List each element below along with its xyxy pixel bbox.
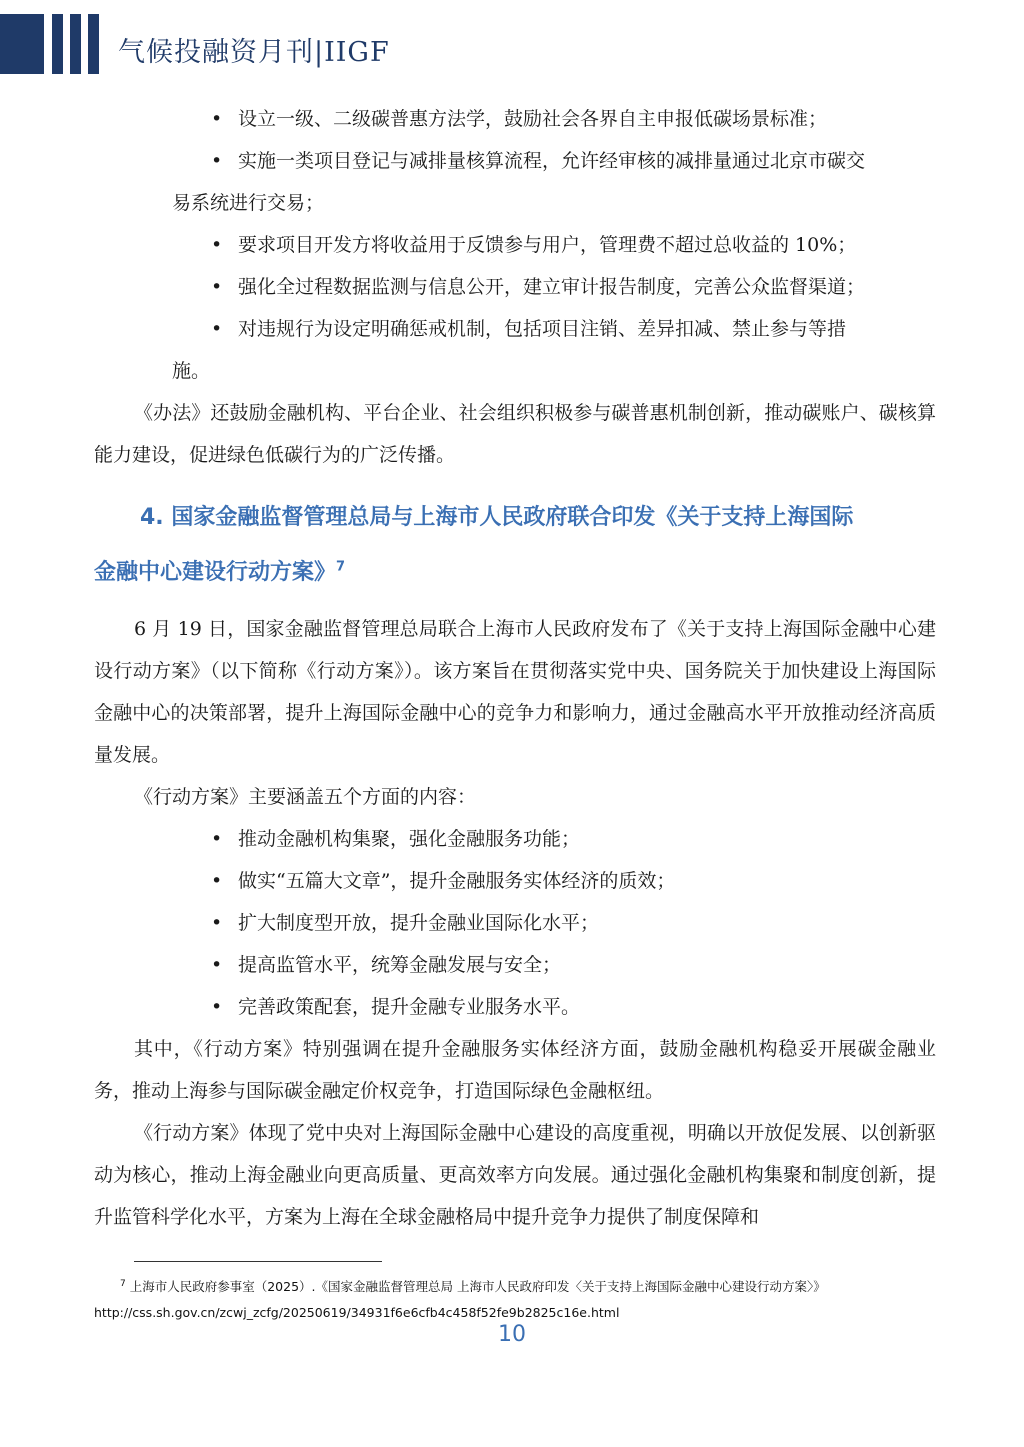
footnote-text: 上海市人民政府参事室（2025）.《国家金融监督管理总局 上海市人民政府印发〈关于支持上海国际金融中心建设行动方案〉》 — [129, 1279, 826, 1295]
body-paragraph: 6 月 19 日，国家金融监督管理总局联合上海市人民政府发布了《关于支持上海国际金融中心建设行动方案》（以下简称《行动方案》）。该方案旨在贯彻落实党中央、国务院关于加快建设上海国际金融中心的决策部署，提升上海国际金融中心的竞争力和影响力，通过金融高水平开放推动经济高质量发展。 — [94, 618, 936, 766]
bullet-icon: • — [211, 108, 223, 130]
footnote-line — [94, 1271, 936, 1300]
list-item-text: 对违规行为设定明确惩戒机制，包括项目注销、差异扣减、禁止参与等措 — [238, 318, 847, 340]
section-heading — [94, 490, 936, 600]
body-paragraph: 《行动方案》主要涵盖五个方面的内容： — [134, 786, 477, 808]
header-title: 气候投融资月刊|IIGF — [118, 37, 390, 68]
section-heading-text: 金融中心建设行动方案》 — [94, 560, 337, 585]
bullet-icon: • — [211, 318, 223, 340]
list-item — [94, 944, 936, 986]
footnote — [94, 1271, 936, 1326]
header-bar — [52, 14, 63, 74]
list-item-text: 实施一类项目登记与减排量核算流程，允许经审核的减排量通过北京市碳交 — [238, 150, 866, 172]
bullet-icon: • — [211, 954, 223, 976]
list-item-text: 推动金融机构集聚，强化金融服务功能； — [238, 828, 581, 850]
list-item-text: 扩大制度型开放，提升金融业国际化水平； — [238, 912, 600, 934]
list-item-text-continued: 易系统进行交易； — [172, 192, 325, 214]
footnote-ref[interactable]: 7 — [336, 559, 346, 575]
page-number: 10 — [498, 1322, 526, 1347]
list-item — [94, 224, 936, 266]
bullet-icon: • — [211, 870, 223, 892]
list-item-text: 做实“五篇大文章”，提升金融服务实体经济的质效； — [238, 870, 676, 892]
bullet-icon: • — [211, 828, 223, 850]
bullet-icon: • — [211, 150, 223, 172]
header-bar — [88, 14, 99, 74]
list-item — [94, 986, 936, 1028]
list-item — [94, 860, 936, 902]
list-item-text: 要求项目开发方将收益用于反馈参与用户，管理费不超过总收益的 10%； — [238, 234, 857, 256]
footnote-divider — [134, 1261, 382, 1262]
body-paragraph: 其中，《行动方案》特别强调在提升金融服务实体经济方面，鼓励金融机构稳妥开展碳金融业务，推动上海参与国际碳金融定价权竞争，打造国际绿色金融枢纽。 — [94, 1038, 936, 1102]
footnote-url[interactable]: http://css.sh.gov.cn/zcwj_zcfg/20250619/34931f6e6cfb4c458f52fe9b2825c16e.html — [94, 1305, 620, 1321]
list-item — [94, 98, 936, 140]
bullet-icon: • — [211, 996, 223, 1018]
footnote-number: 7 — [120, 1279, 126, 1289]
list-item-text: 完善政策配套，提升金融专业服务水平。 — [238, 996, 581, 1018]
body-paragraph: 《行动方案》体现了党中央对上海国际金融中心建设的高度重视，明确以开放促发展、以创新驱动为核心，推动上海金融业向更高质量、更高效率方向发展。通过强化金融机构集聚和制度创新，提升监管科学化水平，方案为上海在全球金融格局中提升竞争力提供了制度保障和 — [94, 1122, 936, 1228]
list-item — [94, 902, 936, 944]
body-paragraph: 《办法》还鼓励金融机构、平台企业、社会组织积极参与碳普惠机制创新，推动碳账户、碳核算能力建设，促进绿色低碳行为的广泛传播。 — [94, 402, 936, 466]
section-heading-line — [94, 545, 936, 600]
header-logo-bars — [0, 14, 100, 74]
bullet-icon: • — [211, 234, 223, 256]
list-item-text: 提高监管水平，统筹金融发展与安全； — [238, 954, 562, 976]
list-item — [94, 308, 936, 392]
section-heading-line: 4. 国家金融监督管理总局与上海市人民政府联合印发《关于支持上海国际 — [140, 505, 854, 530]
bullet-icon: • — [211, 912, 223, 934]
header-bar — [70, 14, 81, 74]
bullet-icon: • — [211, 276, 223, 298]
list-item-text: 强化全过程数据监测与信息公开，建立审计报告制度，完善公众监督渠道； — [238, 276, 866, 298]
list-item — [94, 266, 936, 308]
list-item — [94, 140, 936, 224]
list-item-text-continued: 施。 — [172, 360, 211, 382]
header-bar — [0, 14, 44, 74]
list-item-text: 设立一级、二级碳普惠方法学，鼓励社会各界自主申报低碳场景标准； — [238, 108, 828, 130]
list-item — [94, 818, 936, 860]
page-body — [94, 98, 936, 1238]
